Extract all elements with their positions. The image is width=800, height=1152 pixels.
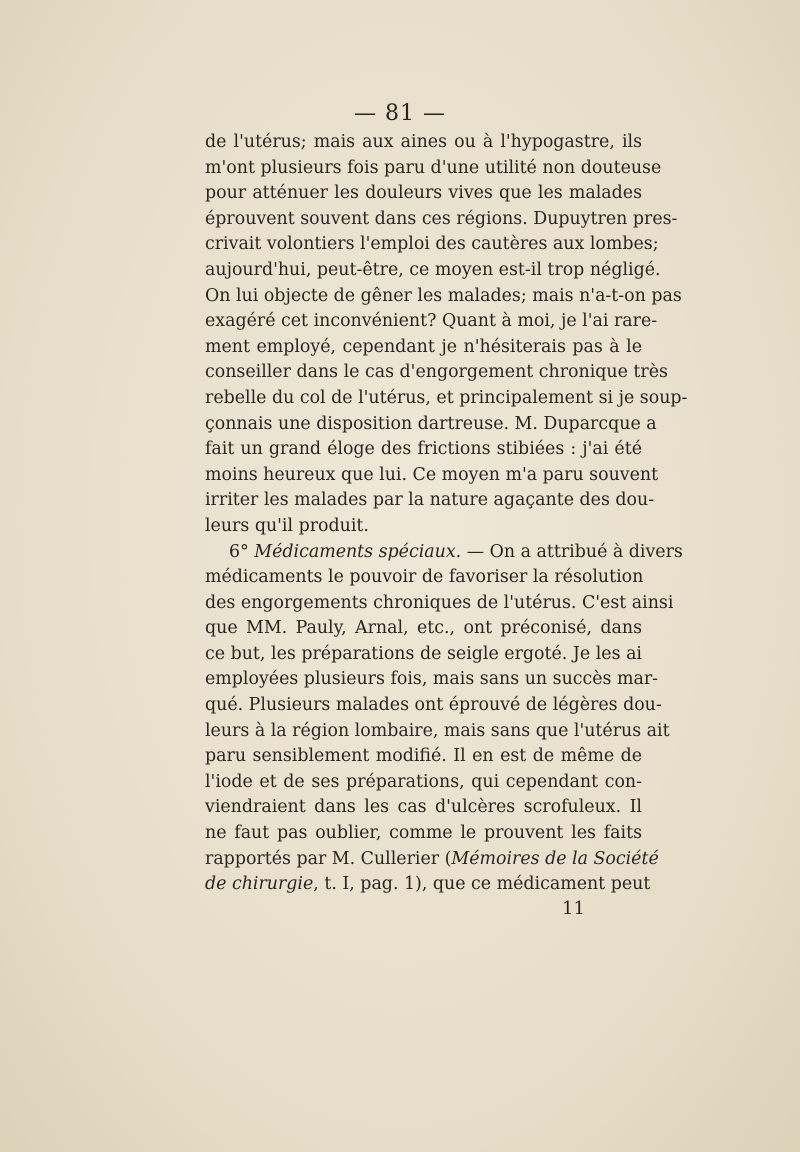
text-line: paru sensiblement modifié. Il en est de même de — [205, 746, 642, 767]
text-line: fait un grand éloge des frictions stibiées : j'ai été — [205, 439, 642, 460]
text-line: m'ont plusieurs fois paru d'une utilité non douteuse — [205, 157, 662, 178]
page-number: — 81 — — [354, 101, 446, 126]
text-line: pour atténuer les douleurs vives que les malades — [205, 183, 642, 204]
text-line: conseiller dans le cas d'engorgement chronique très — [205, 362, 668, 383]
text-line: On lui objecte de gêner les malades; mais n'a-t-on pas — [205, 285, 682, 306]
text-line: l'iode et de ses préparations, qui cependant con- — [205, 771, 642, 792]
signature-mark: 11 — [562, 898, 585, 919]
text-line: que MM. Pauly, Arnal, etc., ont préconisé, dans — [205, 618, 642, 639]
text-line: ce but, les préparations de seigle ergoté. Je les ai — [205, 643, 642, 664]
body-text — [205, 130, 688, 898]
citation-title: de chirurgie — [205, 874, 314, 895]
text-line: viendraient dans les cas d'ulcères scrofuleux. Il — [205, 797, 642, 818]
text-line: aujourd'hui, peut-être, ce moyen est-il trop négligé. — [205, 259, 661, 280]
text-line: qué. Plusieurs malades ont éprouvé de légères dou- — [205, 695, 662, 716]
text-line: çonnais une disposition dartreuse. M. Duparcque a — [205, 413, 657, 434]
text-line: irriter les malades par la nature agaçante des dou- — [205, 490, 655, 511]
text-line: éprouvent souvent dans ces régions. Dupuytren pres- — [205, 208, 678, 229]
section-title: Médicaments spéciaux. — [254, 541, 462, 562]
text-line: moins heureux que lui. Ce moyen m'a paru souvent — [205, 464, 659, 485]
section-heading-line: 6° Médicaments spéciaux. — On a attribué à divers — [229, 541, 683, 562]
text-line: leurs à la région lombaire, mais sans que l'utérus ait — [205, 720, 670, 741]
text-line: employées plusieurs fois, mais sans un succès mar- — [205, 669, 659, 690]
text-line: des engorgements chroniques de l'utérus. C'est ainsi — [205, 592, 674, 613]
text-line: exagéré cet inconvénient? Quant à moi, je l'ai rare- — [205, 311, 658, 332]
citation-title: Mémoires de la Société — [451, 848, 659, 869]
text-line: crivait volontiers l'emploi des cautères aux lombes; — [205, 234, 659, 255]
text-line: médicaments le pouvoir de favoriser la résolution — [205, 567, 644, 588]
text-line: leurs qu'il produit. — [205, 515, 369, 536]
text-line: de chirurgie, t. I, pag. 1), que ce médicament peut — [205, 874, 651, 895]
text-line: de l'utérus; mais aux aines ou à l'hypogastre, ils — [205, 132, 642, 152]
text-line: ne faut pas oublier, comme le prouvent les faits — [205, 823, 642, 844]
text-line: rebelle du col de l'utérus, et principalement si je soup- — [205, 387, 688, 408]
text-line: ment employé, cependant je n'hésiterais pas à le — [205, 336, 642, 357]
section-number: 6° — [229, 541, 249, 562]
text-line: rapportés par M. Cullerier (Mémoires de la Société — [205, 848, 659, 869]
